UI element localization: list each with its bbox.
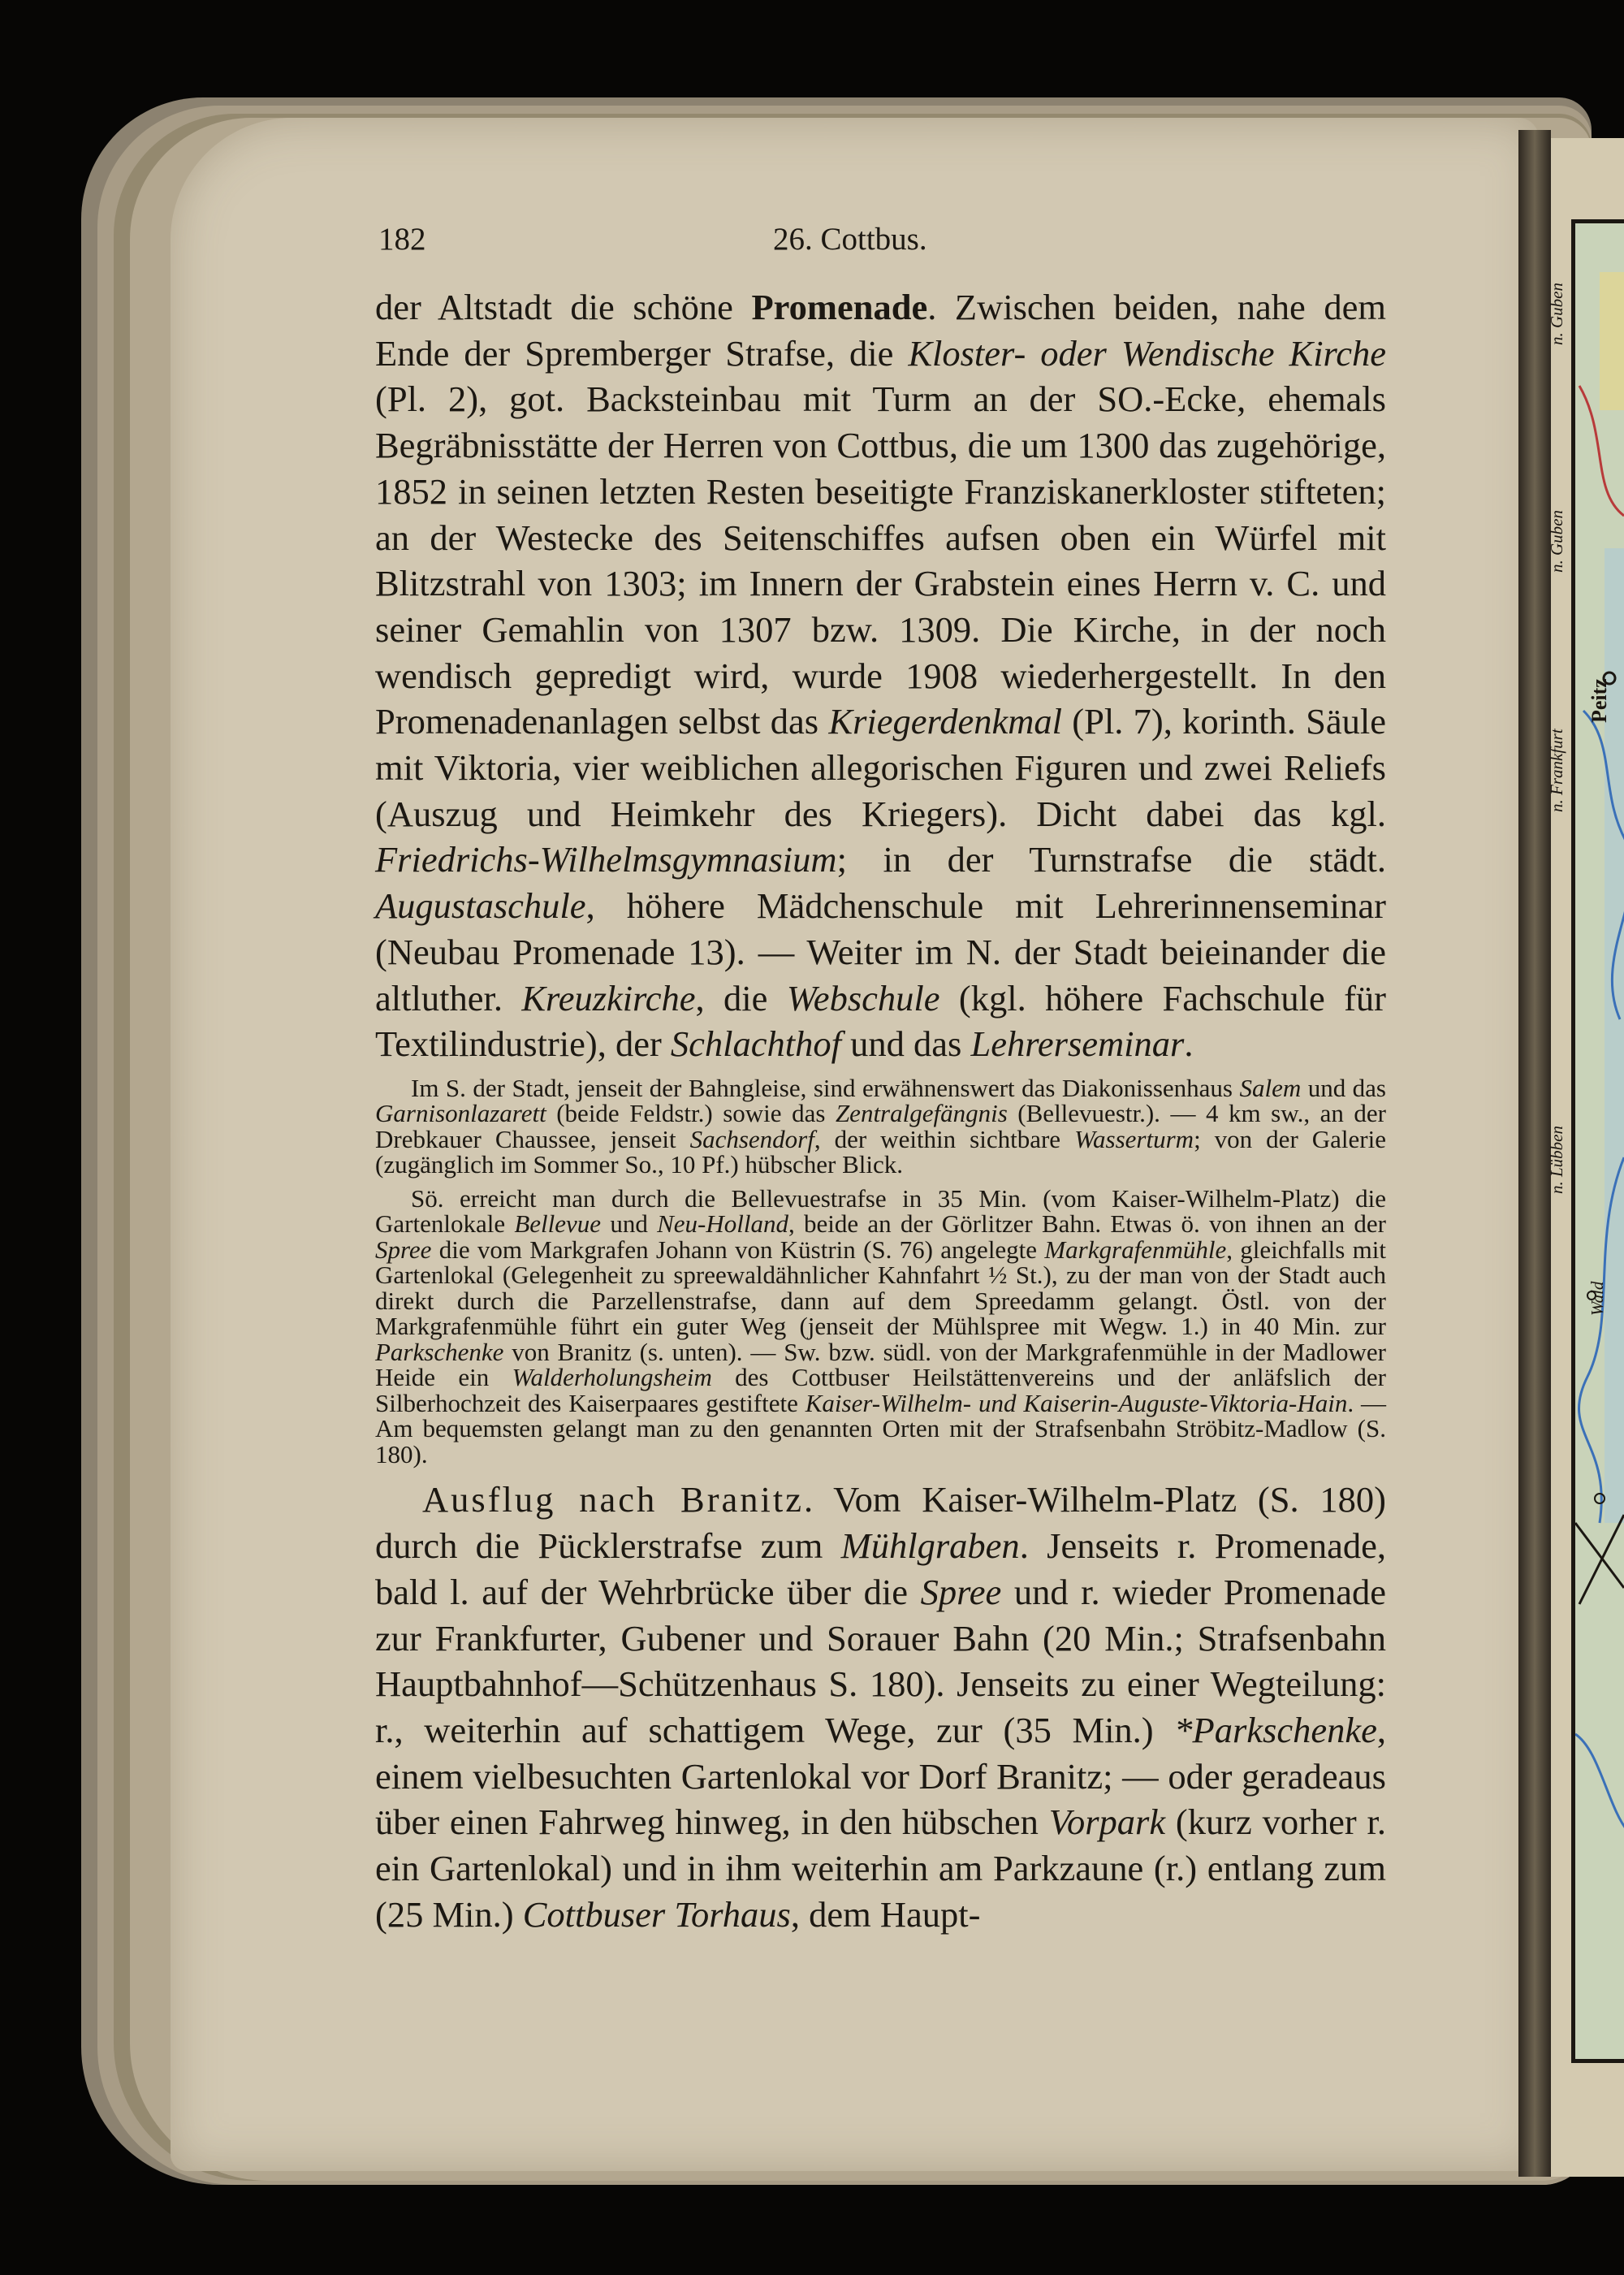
map-label: n. Frankfurt [1547,729,1566,812]
map-label: n. Lübben [1547,1126,1566,1194]
body-paragraph: Ausflug nach Branitz. Vom Kaiser-Wilhelm-Platz (S. 180) durch die Pücklerstrafse zum Mühlgraben. Jenseits r. Promenade, bald l. auf der Wehrbrücke über die Spree und r. wieder Promenade zur Frankfurter, Gubener und Sorauer Bahn (20 Min.; Strafsenbahn Hauptbahnhof—Schützenhaus S. 180). Jenseits zu einer Wegteilung: r., weiterhin auf schattigem Wege, zur (35 Min.) *Parkschenke, einem vielbesuchten Gartenlokal vor Dorf Branitz; — oder geradeaus über einen Fahrweg hinweg, in den hübschen Vorpark (kurz vorher r. ein Gartenlokal) und in ihm weiterhin am Parkzaune (r.) entlang zum (25 Min.) Cottbuser Torhaus, dem Haupt- [375,1479,1387,1935]
term: Schlachthof [670,1023,842,1065]
page-number: 182 [378,222,426,257]
page-text [375,221,1386,1937]
term: Kriegerdenkmal [828,701,1062,742]
small-print-note: Im S. der Stadt, jenseit der Bahngleise, sind erwähnenswert das Diakonissenhaus Salem und das Garnisonlazarett (beide Feldstr.) sowie das Zentralgefängnis (Bellevuestr.). — 4 km sw., an der Drebkauer Chaussee, jenseit Sachsendorf, der weithin sichtbare Wasserturm; von der Galerie (zugänglich im Sommer So., 10 Pf.) hübscher Blick. [375,1073,1386,1179]
term: Friedrichs-Wilhelmsgymnasium [375,839,837,880]
term: Webschule [786,977,940,1019]
section-heading: Ausflug nach Branitz [422,1479,805,1520]
map-drawing [1575,223,1624,2059]
book-gutter [1518,130,1551,2177]
term: Augustaschule [375,885,586,927]
map-label: n. Guben [1547,283,1566,345]
running-header [375,221,1386,270]
map-fragment [1571,219,1624,2063]
map-label: n. Guben [1547,510,1566,573]
term: Promenade [751,287,928,327]
term: Kloster- oder Wendische Kirche [908,332,1386,374]
small-print-note: Sö. erreicht man durch die Bellevuestrafse in 35 Min. (vom Kaiser-Wilhelm-Platz) die Gartenlokale Bellevue und Neu-Holland, beide an der Görlitzer Bahn. Etwas ö. von ihnen an der Spree die vom Markgrafen Johann von Küstrin (S. 76) angelegte Markgrafenmühle, gleichfalls mit Gartenlokal (Gelegenheit zu spreewaldähnlicher Kahnfahrt ½ St.), zu der man von der Stadt auch direkt durch die Parzellenstrafse, dann auf dem Spreedamm gelangt. Östl. von der Markgrafenmühle führt ein guter Weg (jenseit der Mühlspree mit Wegw. 1.) in 40 Min. zur Parkschenke von Branitz (s. unten). — Sw. bzw. südl. von der Markgrafenmühle in der Madlower Heide ein Walderholungsheim des Cottbuser Heilstättenvereins und der anläfslich der Silberhochzeit des Kaiserpaares gestiftete Kaiser-Wilhelm- und Kaiserin-Auguste-Viktoria-Hain. — Am bequemsten gelangt man zu den genannten Orten mit der Strafsenbahn Ströbitz-Madlow (S. 180). [375,1183,1386,1468]
term: Kreuzkirche [521,977,696,1019]
body-paragraph: der Altstadt die schöne Promenade. Zwischen beiden, nahe dem Ende der Spremberger Strafse, die Kloster- oder Wendische Kirche (Pl. 2), got. Backsteinbau mit Turm an der SO.-Ecke, ehemals Begräbnisstätte der Herren von Cottbus, die um 1300 das zugehörige, 1852 in seinen letzten Resten beseitigte Franziskanerkloster stifteten; an der Westecke des Seitenschiffes aufsen oben ein Würfel mit Blitzstrahl von 1303; im Innern der Grabstein eines Herrn v. C. und seiner Gemahlin von 1307 bzw. 1309. Die Kirche, in der noch wendisch gepredigt wird, wurde 1908 wiederhergestellt. In den Promenadenanlagen selbst das Kriegerdenkmal (Pl. 7), korinth. Säule mit Viktoria, vier weiblichen allegorischen Figuren und zwei Reliefs (Auszug und Heimkehr des Kriegers). Dicht dabei das kgl. Friedrichs-Wilhelmsgymnasium; in der Turnstrafse die städt. Augustaschule, höhere Mädchenschule mit Lehrerinnenseminar (Neubau Promenade 13). — Weiter im N. der Stadt beieinander die altluther. Kreuzkirche, die Webschule (kgl. höhere Fachschule für Textilindustrie), der Schlachthof und das Lehrerseminar. [375,287,1387,1065]
term: Lehrerseminar [970,1023,1185,1065]
running-title: 26. Cottbus. [773,222,927,257]
map-label: Peitz [1587,678,1611,723]
map-label: Wald [1587,1281,1607,1316]
